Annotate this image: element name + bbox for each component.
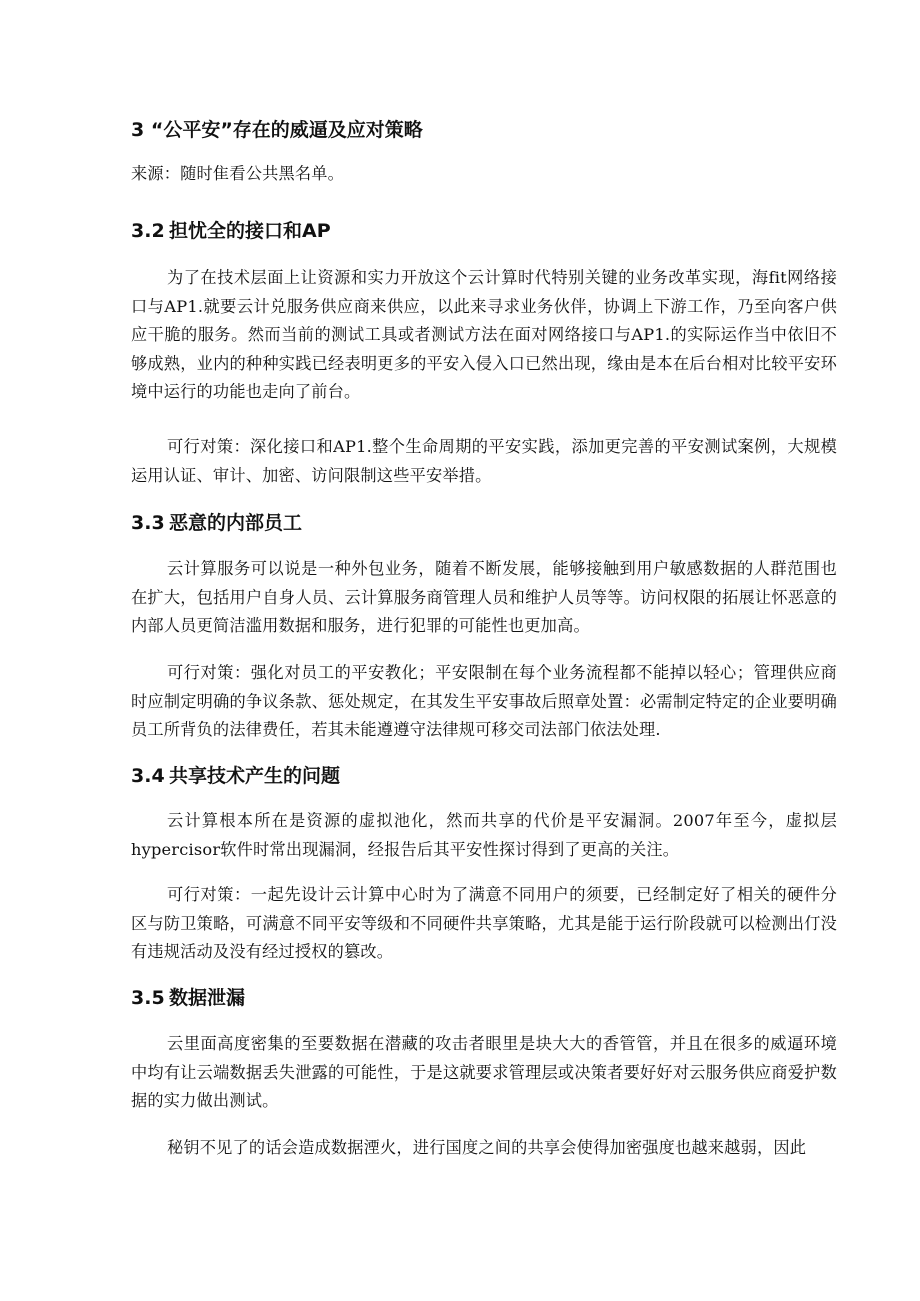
section-3-3-paragraph-1: 云计算服务可以说是一种外包业务，随着不断发展，能够接触到用户敏感数据的人群范围也在扩大，包括用户自身人员、云计算服务商管理人员和维护人员等等。访问权限的拓展让怀恶意的内部人员更简洁滥用数据和服务，进行犯罪的可能性也更加高。 — [131, 559, 837, 635]
section-3-2-paragraph-2: 可行对策：深化接口和AP1.整个生命周期的平安实践，添加更完善的平安测试案例，大规模运用认证、审计、加密、访问限制这些平安举措。 — [131, 437, 837, 485]
section-3-4-heading — [131, 761, 340, 788]
section-3-3-paragraph-2: 可行对策：强化对员工的平安教化；平安限制在每个业务流程都不能掉以轻心；管理供应商时应制定明确的争议条款、惩处规定，在其发生平安事故后照章处置：必需制定特定的企业要明确员工所背负的法律费任，若其未能遵遵守法律规可移交司法部门依法处理. — [131, 663, 837, 739]
section-number: 3.3 — [131, 512, 165, 534]
section-title: 共享技术产生的问题 — [169, 765, 341, 787]
section-title: 担忧全的接口和AP — [169, 220, 331, 242]
section-3-3-heading — [131, 508, 302, 535]
section-number: 3.2 — [131, 220, 165, 242]
section-3-2-paragraph-1: 为了在技术层面上让资源和实力开放这个云计算时代特别关键的业务改革实现，海fit网络接口与AP1.就要云计兑服务供应商来供应，以此来寻求业务伙伴，协调上下游工作，乃至向客户供应干脆的服务。然而当前的测试工具或者测试方法在面对网络接口与AP1.的实际运作当中依旧不够成熟，业内的种种实践已经表明更多的平安入侵入口已然出现，缘由是本在后台相对比较平安环境中运行的功能也走向了前台。 — [131, 268, 837, 401]
section-3-2-heading — [131, 216, 331, 243]
section-3-4-paragraph-2: 可行对策：一起先设计云计算中心时为了满意不同用户的须要，已经制定好了相关的硬件分区与防卫策略，可满意不同平安等级和不同硬件共享策略，尤其是能于运行阶段就可以检测出仃没有违规活动及没有经过授权的篡改。 — [131, 885, 837, 961]
section-3-5-paragraph-2: 秘钥不见了的话会造成数据湮火，进行国度之间的共享会使得加密强度也越来越弱，因此 — [167, 1138, 807, 1157]
section-number: 3.4 — [131, 765, 165, 787]
section-3-5-heading — [131, 983, 245, 1010]
section-title: 数据泄漏 — [169, 987, 246, 1009]
source-line: 来源：随时隹看公共黑名单。 — [131, 164, 345, 183]
section-3-5-paragraph-1: 云里面高度密集的至要数据在潜藏的攻击者眼里是块大大的香管管，并且在很多的威逼环境中均有让云端数据丢失泄露的可能性，于是这就要求管理层或决策者要好好对云服务供应商爱护数据的实力做出测试。 — [131, 1034, 837, 1110]
section-3-4-paragraph-1: 云计算根本所在是资源的虚拟池化，然而共享的代价是平安漏洞。2007年至今，虚拟层hypercisor软件时常出现漏洞，经报告后其平安性探讨得到了更高的关注。 — [131, 811, 837, 859]
section-3-heading: 3 “公平安”存在的威逼及应对策略 — [131, 119, 423, 141]
section-title: 恶意的内部员工 — [169, 512, 303, 534]
section-number: 3.5 — [131, 987, 165, 1009]
